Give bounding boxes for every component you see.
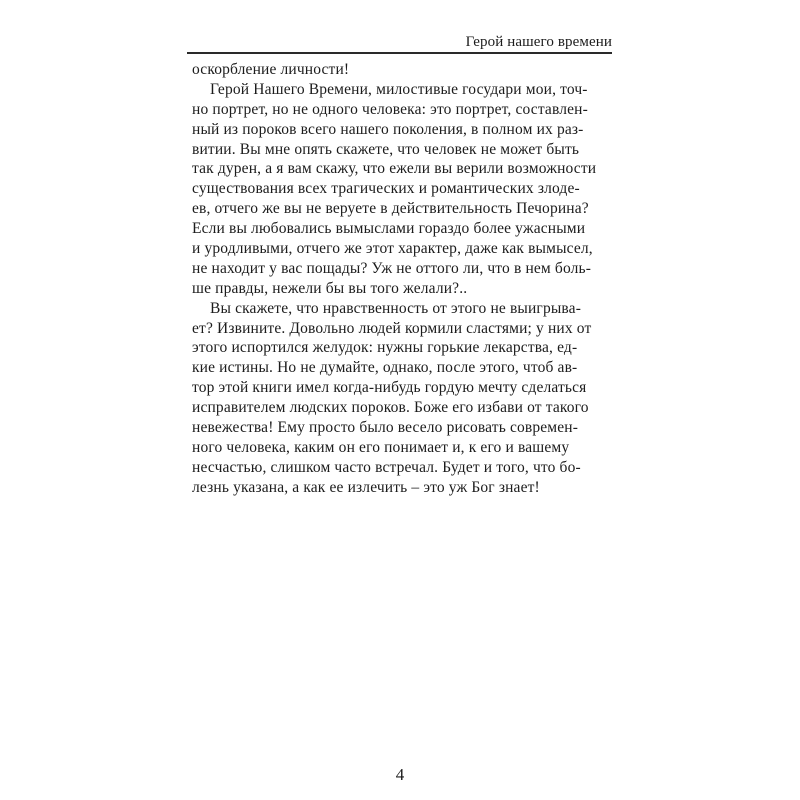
body-text <box>192 60 608 498</box>
text-line: Если вы любовались вымыслами гораздо более ужасными <box>192 220 586 238</box>
text-line: оскорбление личности! <box>192 61 350 78</box>
text-line: существования всех трагических и романтических злоде- <box>192 180 580 198</box>
text-line: и уродливыми, отчего же этот характер, даже как вымысел, <box>192 240 593 258</box>
text-line: витии. Вы мне опять скажете, что человек не может быть <box>192 140 580 158</box>
text-line: Вы скажете, что нравственность от этого не выигрыва- <box>210 299 582 317</box>
text-line: так дурен, а я вам скажу, что ежели вы верили возможности <box>192 160 597 178</box>
running-head-title: Герой нашего времени <box>465 34 612 50</box>
text-line: этого испортился желудок: нужны горькие лекарства, ед- <box>192 339 578 357</box>
text-line: исправителем людских пороков. Боже его избави от такого <box>192 399 589 417</box>
text-line: невежества! Ему просто было весело рисовать современ- <box>192 419 579 437</box>
header-rule <box>187 52 612 54</box>
text-line: Герой Нашего Времени, милостивые государи мои, точ- <box>210 80 588 98</box>
text-line: несчастью, слишком часто встречал. Будет и того, что бо- <box>192 458 581 476</box>
text-line: ет? Извините. Довольно людей кормили сластями; у них от <box>192 319 592 337</box>
text-line: кие истины. Но не думайте, однако, после этого, чтоб ав- <box>192 359 578 377</box>
text-line: ев, отчего же вы не веруете в действительность Печорина? <box>192 200 589 218</box>
page-number: 4 <box>395 765 405 784</box>
text-line: лезнь указана, а как ее излечить – это уж Бог знает! <box>192 478 540 496</box>
text-line: ный из пороков всего нашего поколения, в полном их раз- <box>192 120 584 138</box>
text-line: ше правды, нежели бы вы того желали?.. <box>192 279 468 297</box>
text-line: не находит у вас пощады? Уж не оттого ли, что в нем боль- <box>192 259 592 277</box>
text-line: но портрет, но не одного человека: это портрет, составлен- <box>192 100 588 118</box>
text-line: ного человека, каким он его понимает и, к его и вашему <box>192 438 570 456</box>
text-line: тор этой книги имел когда-нибудь гордую мечту сделаться <box>192 379 587 397</box>
